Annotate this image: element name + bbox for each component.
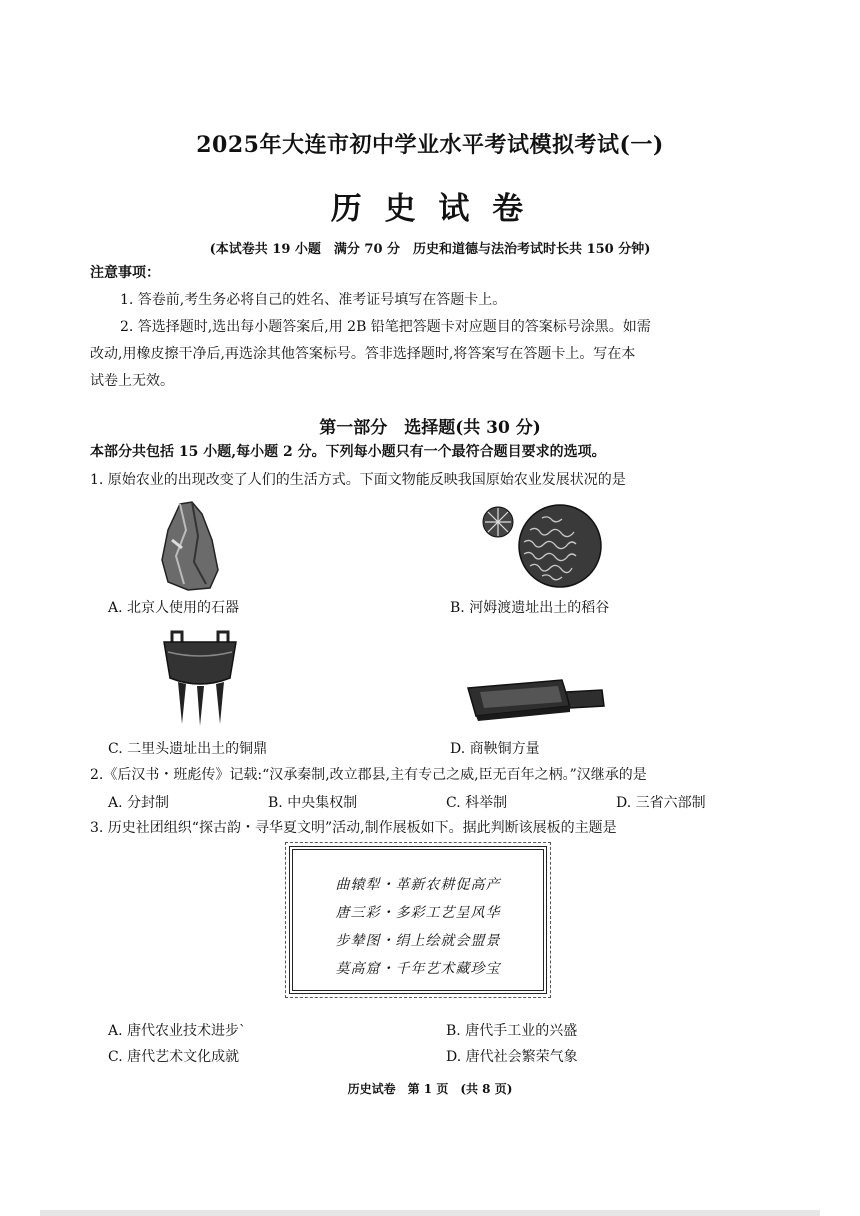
q2-option-d: D. 三省六部制 bbox=[616, 795, 706, 811]
page-footer: 历史试卷 第 1 页 (共 8 页) bbox=[347, 1082, 513, 1096]
q3-stem: 3. 历史社团组织“探古韵・寻华夏文明”活动,制作展板如下。据此判断该展板的主题是 bbox=[90, 820, 617, 836]
q2-stem: 2.《后汉书・班彪传》记载:“汉承秦制,改立郡县,主有专己之威,臣无百年之柄。”汉继承的是 bbox=[90, 767, 647, 783]
bronze-ding-image bbox=[158, 628, 242, 728]
q2-option-c: C. 科举制 bbox=[446, 795, 508, 811]
q1-option-d: D. 商鞅铜方量 bbox=[450, 741, 540, 757]
notice-item-1: 1. 答卷前,考生务必将自己的姓名、准考证号填写在答题卡上。 bbox=[120, 292, 507, 308]
notice-heading: 注意事项： bbox=[90, 265, 160, 281]
q3-option-d: D. 唐代社会繁荣气象 bbox=[446, 1049, 578, 1065]
q1-option-b: B. 河姆渡遗址出土的稻谷 bbox=[450, 600, 610, 616]
exhibit-line-2: 唐三彩・多彩工艺呈风华 bbox=[335, 905, 501, 921]
exam-title: 2025年大连市初中学业水平考试模拟考试(一) bbox=[196, 132, 664, 158]
notice-item-2-line-2: 改动,用橡皮擦干净后,再选涂其他答案标号。答非选择题时,将答案写在答题卡上。写在本 bbox=[90, 346, 636, 362]
section-intro: 本部分共包括 15 小题,每小题 2 分。下列每小题只有一个最符合题目要求的选项。 bbox=[90, 444, 606, 460]
bronze-measure-image bbox=[466, 676, 606, 722]
exhibit-board bbox=[289, 846, 547, 994]
q2-option-a: A. 分封制 bbox=[108, 795, 170, 811]
q1-option-a: A. 北京人使用的石器 bbox=[108, 600, 240, 616]
exam-info: (本试卷共 19 小题 满分 70 分 历史和道德与法治考试时长共 150 分钟) bbox=[209, 242, 651, 257]
q3-option-b: B. 唐代手工业的兴盛 bbox=[446, 1023, 578, 1039]
section-title: 第一部分 选择题(共 30 分) bbox=[319, 418, 541, 438]
q1-stem: 1. 原始农业的出现改变了人们的生活方式。下面文物能反映我国原始农业发展状况的是 bbox=[90, 472, 626, 488]
exhibit-line-4: 莫高窟・千年艺术藏珍宝 bbox=[335, 961, 501, 977]
q1-option-c: C. 二里头遗址出土的铜鼎 bbox=[108, 741, 268, 757]
q2-option-b: B. 中央集权制 bbox=[268, 795, 358, 811]
q3-option-a: A. 唐代农业技术进步` bbox=[108, 1023, 247, 1039]
notice-item-2-line-3: 试卷上无效。 bbox=[90, 373, 174, 389]
q3-option-c: C. 唐代艺术文化成就 bbox=[108, 1049, 240, 1065]
rice-grain-image bbox=[482, 500, 602, 590]
stone-tool-image bbox=[158, 500, 222, 592]
exhibit-line-1: 曲辕犁・革新农耕促高产 bbox=[335, 877, 501, 893]
exhibit-line-3: 步辇图・绢上绘就会盟景 bbox=[335, 933, 501, 949]
notice-item-2-line-1: 2. 答选择题时,选出每小题答案后,用 2B 铅笔把答题卡对应题目的答案标号涂黑。如需 bbox=[120, 319, 651, 335]
subject-title: 历 史 试 卷 bbox=[330, 191, 530, 227]
page-bottom-bar bbox=[40, 1210, 820, 1216]
